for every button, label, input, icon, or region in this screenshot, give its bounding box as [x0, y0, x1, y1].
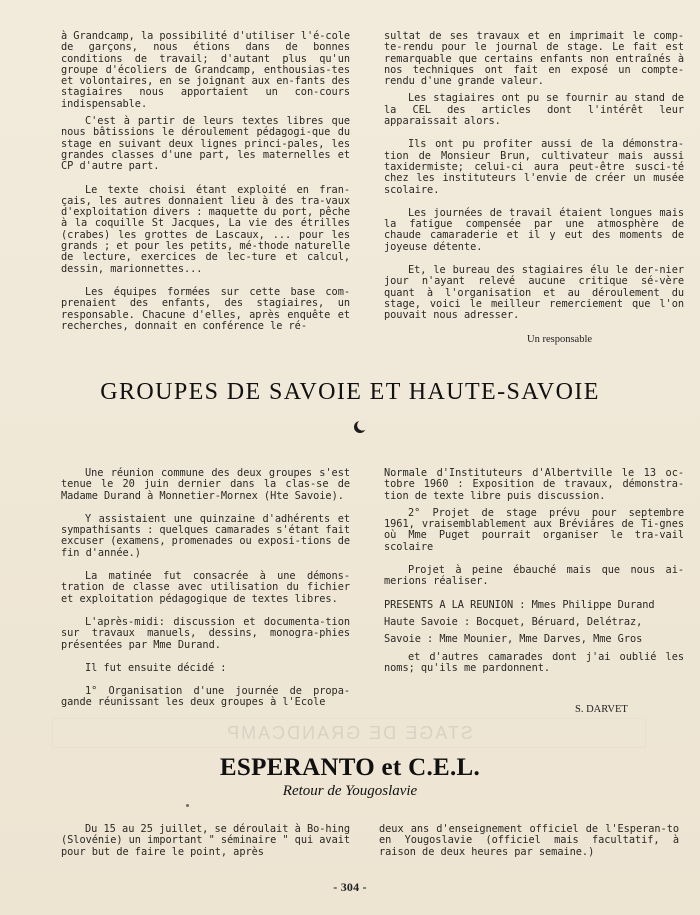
savoie-left-paragraph-5: Il fut ensuite décidé :: [85, 661, 227, 674]
savoie-signature: S. DARVET: [575, 704, 628, 715]
top-right-paragraph-4: Les journées de travail étaient longues mais la fatigue compensée par une atmosphère de chaude camaraderie et il y eut des moments de joyeuse détente.: [384, 206, 684, 253]
savoie-right-savoie-line: Savoie : Mme Mounier, Mme Darves, Mme Gros: [384, 633, 643, 646]
esperanto-right-paragraph: deux ans d'enseignement officiel de l'Esperan-to en Yougoslavie (officiel mais facultatif, à raison de deux heures par semaine.): [379, 823, 679, 858]
savoie-left-paragraph-6: 1° Organisation d'une journée de propa-gande réunissant les deux groupes à l'Ecole: [61, 685, 350, 709]
savoie-left-paragraph-3: La matinée fut consacrée à une démons-tration de classe avec utilisation du fichier et exploitation pédagogique de textes libres.: [61, 570, 350, 605]
savoie-left-paragraph-2: Y assistaient une quinzaine d'adhérents et sympathisants : quelques camarades s'étant fait excuser (examens, promenades ou exposi-tions de fin d'année.): [61, 512, 351, 559]
separator-dot-icon: [186, 804, 189, 807]
esperanto-title: ESPERANTO et C.E.L.: [219, 754, 481, 781]
savoie-right-paragraph-7: et d'autres camarades dont j'ai oublié les noms; qu'ils me pardonnent.: [384, 650, 684, 674]
savoie-right-haute-savoie-line: Haute Savoie : Bocquet, Béruard, Delétraz,: [384, 615, 643, 628]
crescent-ornament-icon: [352, 418, 370, 436]
esperanto-right-column: [379, 824, 679, 864]
esperanto-subtitle: Retour de Yougoslavie: [282, 783, 418, 799]
top-right-paragraph-3: Ils ont pu profiter aussi de la démonstra-tion de Monsieur Brun, cultivateur mais aussi taxidermiste; celui-ci aura peut-être susci-té chez les instituteurs l'envie de créer un musée scolaire.: [384, 138, 684, 196]
savoie-right-presents-line: PRESENTS A LA REUNION : Mmes Philippe Durand: [384, 598, 655, 611]
top-right-paragraph-1: sultat de ses travaux et en imprimait le comp-te-rendu pour le journal de stage. Le fait est remarquable que certains enfants non entraînés à nos techniques ont fait en exposé un compte-rendu d'une grande valeur.: [384, 30, 684, 88]
savoie-left-paragraph-4: L'après-midi: discussion et documenta-tion sur travaux manuels, dessins, monogra-phies présentées par Mme Durand.: [61, 615, 350, 651]
top-signature: Un responsable: [527, 334, 593, 345]
savoie-left-column: [61, 468, 350, 721]
esperanto-left-paragraph: Du 15 au 25 juillet, se déroulait à Bo-hing (Slovénie) un important " séminaire " qui avait pour but de faire le point, après: [61, 823, 351, 858]
savoie-title: GROUPES DE SAVOIE ET HAUTE-SAVOIE: [100, 379, 600, 405]
top-right-column: [384, 31, 684, 334]
savoie-left-paragraph-1: Une réunion commune des deux groupes s'est tenue le 20 juin dernier dans la clas-se de Madame Durand à Monnetier-Mornex (Hte Savoie).: [61, 467, 350, 502]
savoie-right-paragraph-3: Projet à peine ébauché mais que nous ai-merions réaliser.: [384, 564, 684, 588]
top-right-paragraph-2: Les stagiaires ont pu se fournir au stand de la CEL des articles dont l'intérêt leur apparaissait alors.: [384, 92, 684, 128]
top-right-paragraph-5: Et, le bureau des stagiaires élu le der-nier jour n'ayant relevé aucune critique sé-vère quant à l'organisation et au déroulement du stage, voici le meilleur remerciement que l'on pouvait nous adresser.: [384, 264, 684, 322]
savoie-right-paragraph-2: 2° Projet de stage prévu pour septembre 1961, vraisemblablement aux Bréviâres de Ti-gnes où Mme Puget pourrait organiser le tra-vail scolaire: [384, 506, 684, 553]
top-left-paragraph-3: Le texte choisi étant exploité en fran-çais, les autres donnaient lieu à des tra-vaux d'exploitation divers : maquette du port, pêche à la coquille St Jacques, La vie des étrilles (crabes) les grottes de Lascaux, ... pour les grands ; et pour les petits, mé-thode naturelle de lecture, exercices de lec-ture et calcul, dessin, marionnettes...: [61, 183, 351, 275]
top-left-paragraph-4: Les équipes formées sur cette base com-prenaient des enfants, des stagiaires, un responsable. Chacune d'elles, après enquête et recherches, donnait en conférence le ré-: [61, 285, 350, 332]
savoie-right-column: [384, 468, 684, 686]
top-left-paragraph-1: à Grandcamp, la possibilité d'utiliser l'é-cole de garçons, nous étions dans de bonnes conditions de travail; d'autant plus qu'un groupe d'écoliers de Grandcamp, enthousias-tes et volontaires, en se joignant aux en-fants des stagiaires nous apportaient un con-cours indispensable.: [61, 30, 351, 110]
top-left-paragraph-2: C'est à partir de leurs textes libres que nous bâtissions le déroulement pédagogi-que du stage en suivant deux lignes princi-pales, les grandes classes d'une part, les maternelles et CP d'autre part.: [61, 115, 350, 173]
esperanto-left-column: [61, 824, 350, 870]
top-left-column: [61, 31, 350, 344]
page-number: - 304 -: [333, 880, 367, 894]
savoie-right-paragraph-1: Normale d'Instituteurs d'Albertville le 13 oc-tobre 1960 : Exposition de travaux, démonstra-tion de texte libre puis discussion.: [384, 467, 684, 502]
bleed-through-text: STAGE DE GRANDCAMP: [52, 718, 646, 748]
